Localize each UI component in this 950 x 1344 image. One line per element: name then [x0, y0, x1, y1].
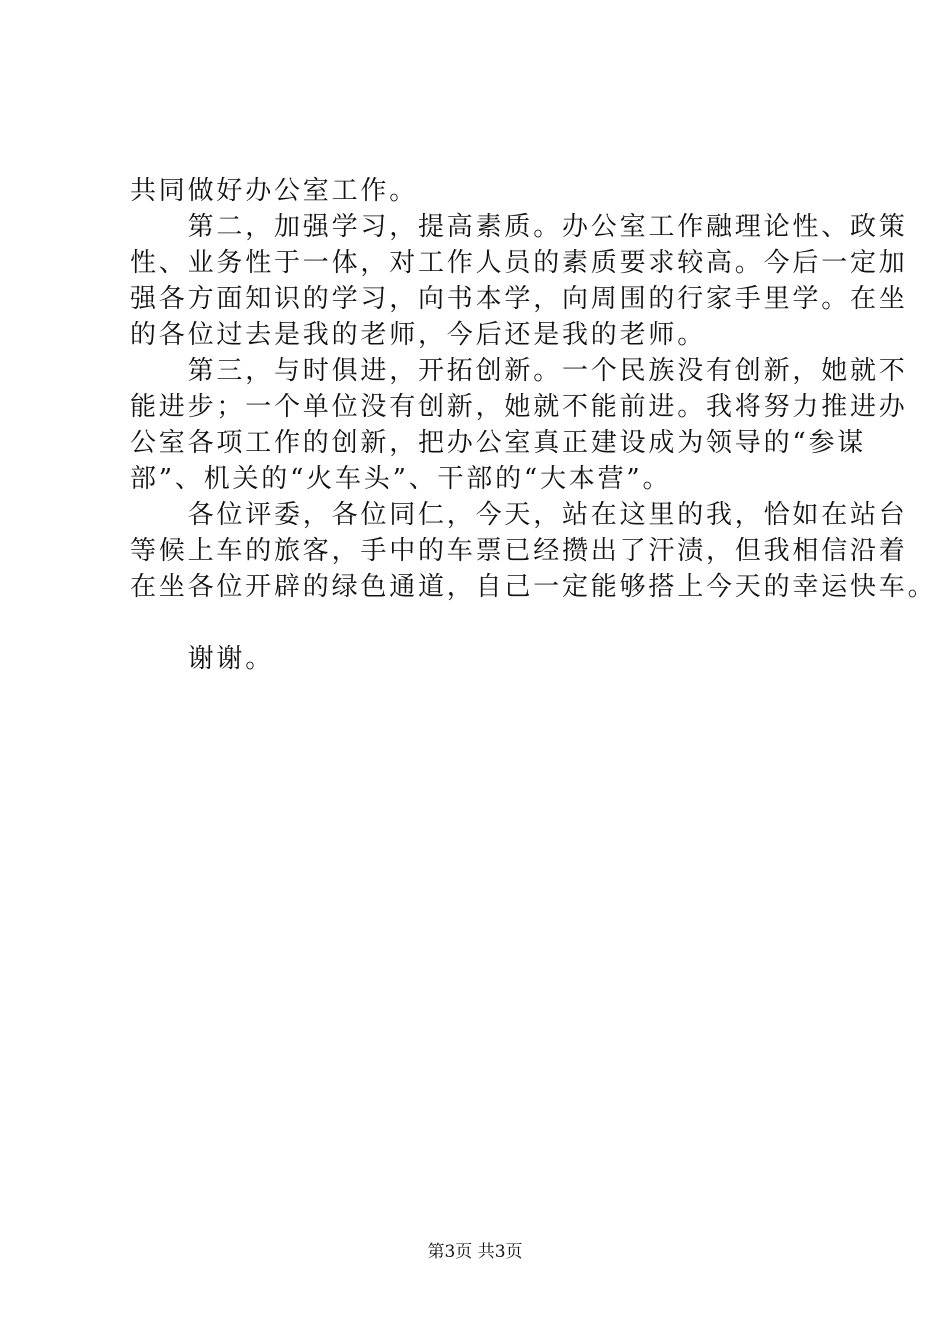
text-line: 等候上车的旅客，手中的车票已经攒出了汗渍，但我相信沿着 — [130, 536, 908, 566]
text-line: 在坐各位开辟的绿色通道，自己一定能够搭上今天的幸运快车。 — [130, 572, 937, 602]
text-line: 谢谢。 — [130, 644, 275, 674]
text-line: 性、业务性于一体，对工作人员的素质要求较高。今后一定加 — [130, 248, 908, 278]
text-line: 共同做好办公室工作。 — [130, 176, 419, 206]
page-footer: 第3页 共3页 — [427, 1242, 523, 1262]
text-line: 强各方面知识的学习，向书本学，向周围的行家手里学。在坐 — [130, 284, 908, 314]
text-line: 能进步；一个单位没有创新，她就不能前进。我将努力推进办 — [130, 392, 908, 422]
text-line: 的各位过去是我的老师，今后还是我的老师。 — [130, 320, 707, 350]
text-line: 第三，与时俱进，开拓创新。一个民族没有创新，她就不 — [130, 356, 908, 386]
text-line: 公室各项工作的创新，把办公室真正建设成为领导的“参谋 — [130, 428, 867, 458]
text-line: 部”、机关的“火车头”、干部的“大本营”。 — [130, 464, 672, 494]
text-line: 第二，加强学习，提高素质。办公室工作融理论性、政策 — [130, 212, 908, 242]
text-line: 各位评委，各位同仁，今天，站在这里的我，恰如在站台 — [130, 500, 908, 530]
